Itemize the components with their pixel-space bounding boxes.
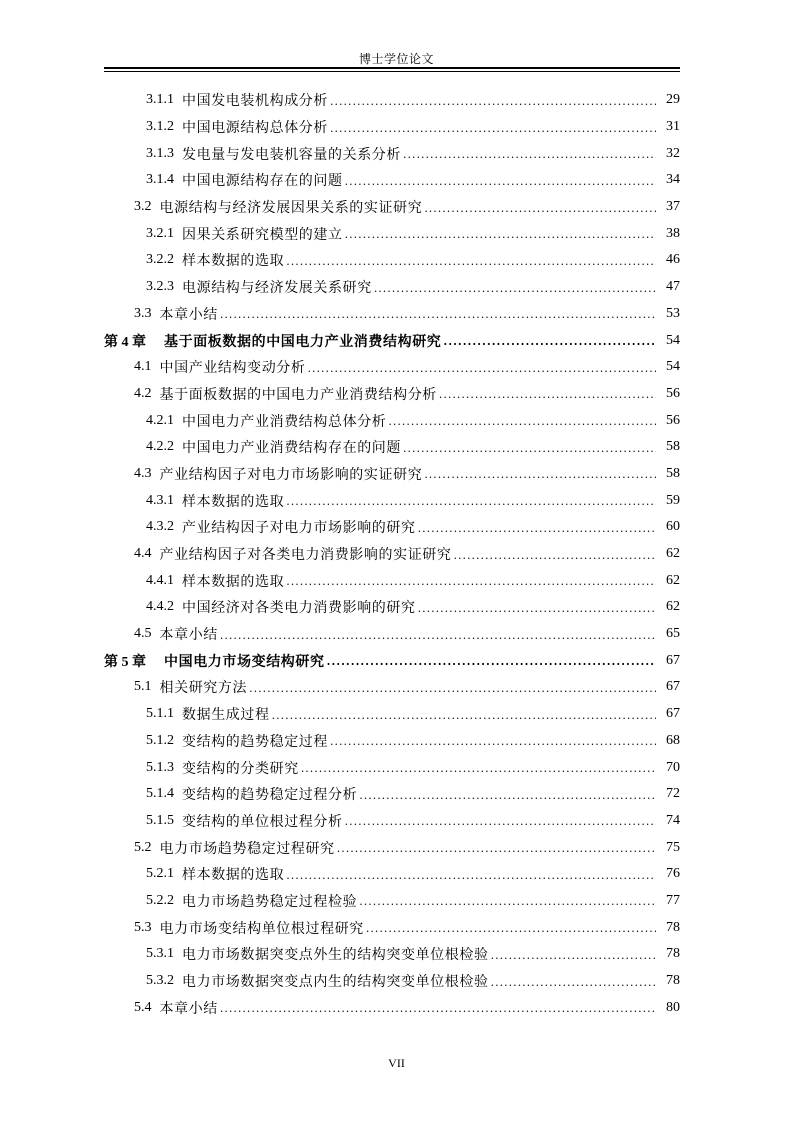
toc-dot-leader [330,735,656,748]
toc-entry-title: 中国电力市场变结构研究 [164,653,325,670]
toc-entry-number: 3.1.3 [146,145,174,161]
toc-entry[interactable] [104,834,693,861]
toc-entry-page: 78 [666,946,680,962]
toc-entry-number: 4.5 [134,626,152,642]
toc-entry-page: 62 [666,546,680,562]
toc-entry-title: 电力市场数据突变点外生的结构突变单位根检验 [182,947,489,964]
toc-entry-number: 第 5 章 [104,654,146,670]
toc-entry-page: 67 [666,706,680,722]
toc-entry[interactable] [104,567,693,594]
toc-dot-leader [301,762,656,775]
toc-entry[interactable] [104,140,693,167]
toc-entry-number: 3.1.4 [146,172,174,188]
toc-dot-leader [337,842,656,855]
toc-entry-page: 53 [666,305,680,321]
toc-entry-title: 产业结构因子对各类电力消费影响的实证研究 [159,547,452,564]
toc-dot-leader [345,228,656,241]
toc-entry-number: 4.4.1 [146,572,174,588]
toc-dot-leader [308,362,657,375]
toc-entry-number: 4.2.1 [146,412,174,428]
toc-entry-title: 变结构的趋势稳定过程 [182,733,328,750]
toc-entry[interactable] [104,968,693,995]
toc-entry-number: 4.3.1 [146,492,174,508]
toc-entry[interactable] [104,888,693,915]
toc-entry-page: 56 [666,412,680,428]
toc-entry[interactable] [104,541,693,568]
toc-entry-title: 电源结构与经济发展关系研究 [182,280,372,297]
toc-entry[interactable] [104,941,693,968]
toc-entry-page: 74 [666,812,680,828]
toc-entry-page: 72 [666,786,680,802]
toc-entry-number: 4.1 [134,359,152,375]
toc-entry-page: 37 [666,199,680,215]
toc-dot-leader [345,175,656,188]
toc-entry-number: 4.2 [134,385,152,401]
toc-dot-leader [330,122,656,135]
toc-entry[interactable] [104,487,693,514]
toc-entry-title: 中国产业结构变动分析 [159,360,306,377]
toc-entry-number: 5.1.1 [146,706,174,722]
toc-dot-leader [286,255,656,268]
toc-entry-page: 80 [666,999,680,1015]
page-header-title: 博士学位论文 [358,52,434,66]
toc-entry-page: 38 [666,225,680,241]
toc-entry-page: 54 [666,332,680,348]
toc-entry-number: 5.2 [134,839,152,855]
toc-entry-number: 5.2.1 [146,866,174,882]
toc-entry[interactable] [104,647,693,674]
toc-entry-title: 电力市场数据突变点内生的结构突变单位根检验 [182,974,489,991]
toc-dot-leader [366,922,656,935]
toc-dot-leader [374,282,656,295]
toc-dot-leader [359,789,656,802]
toc-entry-number: 3.2.1 [146,225,174,241]
toc-entry-number: 5.1 [134,679,152,695]
toc-entry[interactable] [104,87,693,114]
toc-entry-number: 4.2.2 [146,439,174,455]
toc-entry-title: 产业结构因子对电力市场影响的实证研究 [159,466,423,483]
header-rule-thick [104,67,680,69]
toc-dot-leader [286,495,656,508]
toc-entry-page: 56 [666,385,680,401]
toc-entry-title: 变结构的趋势稳定过程分析 [182,787,358,804]
toc-entry[interactable] [104,327,693,354]
toc-entry-number: 4.4.2 [146,599,174,615]
toc-entry-title: 中国经济对各类电力消费影响的研究 [182,600,416,617]
toc-entry[interactable] [104,514,693,541]
toc-entry-title: 本章小结 [159,306,218,323]
toc-dot-leader [403,442,656,455]
toc-entry-title: 中国电源结构总体分析 [182,120,328,137]
toc-dot-leader [439,388,656,401]
toc-entry-title: 样本数据的选取 [182,493,285,510]
toc-entry-page: 67 [666,679,680,695]
toc-entry-title: 相关研究方法 [159,680,248,697]
toc-entry-page: 31 [666,119,680,135]
page-number: VII [388,1056,405,1070]
toc-entry-title: 发电量与发电装机容量的关系分析 [182,146,401,163]
toc-entry-title: 因果关系研究模型的建立 [182,226,343,243]
toc-entry-page: 60 [666,519,680,535]
toc-entry-page: 65 [666,626,680,642]
toc-entry[interactable] [104,594,693,621]
toc-dot-leader [388,415,656,428]
toc-entry-page: 32 [666,145,680,161]
toc-entry-page: 58 [666,465,680,481]
toc-entry-title: 中国电源结构存在的问题 [182,173,343,190]
toc-entry-title: 电源结构与经济发展因果关系的实证研究 [159,200,423,217]
toc-dot-leader [491,976,656,989]
toc-entry[interactable] [104,381,693,408]
toc-entry-title: 数据生成过程 [182,707,270,724]
toc-entry[interactable] [104,674,693,701]
toc-entry-title: 本章小结 [159,627,218,644]
toc-entry[interactable] [104,194,693,221]
toc-dot-leader [272,709,656,722]
toc-entry[interactable] [104,461,693,488]
toc-entry[interactable] [104,434,693,461]
toc-entry-page: 46 [666,252,680,268]
header-rule-thin [104,71,680,72]
toc-entry-number: 3.2 [134,199,152,215]
toc-entry-page: 47 [666,279,680,295]
toc-dot-leader [220,629,656,642]
toc-entry[interactable] [104,754,693,781]
toc-dot-leader [330,95,656,108]
toc-dot-leader [454,549,657,562]
toc-entry[interactable] [104,354,693,381]
toc-entry[interactable] [104,407,693,434]
toc-entry-title: 本章小结 [159,1000,218,1017]
toc-entry-number: 4.4 [134,546,152,562]
toc-entry-title: 中国发电装机构成分析 [182,93,328,110]
toc-dot-leader [418,602,656,615]
toc-entry-page: 54 [666,359,680,375]
toc-dot-leader [220,308,656,321]
toc-entry-number: 4.3.2 [146,519,174,535]
toc-dot-leader [403,148,656,161]
toc-entry-number: 5.3.2 [146,973,174,989]
toc-entry-title: 中国电力产业消费结构总体分析 [182,413,387,430]
toc-dot-leader [220,1002,656,1015]
toc-entry-page: 29 [666,92,680,108]
toc-entry-number: 5.1.3 [146,759,174,775]
toc-entry-number: 5.1.4 [146,786,174,802]
toc-entry-page: 78 [666,919,680,935]
toc-dot-leader [491,949,656,962]
toc-entry-page: 77 [666,892,680,908]
toc-entry[interactable] [104,701,693,728]
toc-entry-page: 62 [666,599,680,615]
toc-dot-leader [249,682,656,695]
toc-entry-title: 变结构的分类研究 [182,760,299,777]
toc-entry-title: 基于面板数据的中国电力产业消费结构研究 [164,333,442,350]
toc-entry-number: 3.2.3 [146,279,174,295]
toc-entry[interactable] [104,167,693,194]
toc-entry-page: 62 [666,572,680,588]
toc-entry-number: 4.3 [134,465,152,481]
toc-entry[interactable] [104,274,693,301]
toc-entry-title: 中国电力产业消费结构存在的问题 [182,440,401,457]
toc-entry[interactable] [104,621,693,648]
toc-entry-page: 58 [666,439,680,455]
toc-entry-number: 5.1.2 [146,732,174,748]
toc-entry-page: 67 [666,652,680,668]
toc-entry-number: 3.3 [134,305,152,321]
toc-entry-title: 电力市场变结构单位根过程研究 [159,920,364,937]
toc-entry-page: 76 [666,866,680,882]
toc-entry-number: 5.3.1 [146,946,174,962]
toc-entry-title: 电力市场趋势稳定过程检验 [182,893,358,910]
toc-dot-leader [443,335,656,348]
toc-entry[interactable] [104,861,693,888]
toc-entry-title: 基于面板数据的中国电力产业消费结构分析 [159,386,437,403]
toc-entry-title: 产业结构因子对电力市场影响的研究 [182,520,416,537]
toc-entry-number: 3.2.2 [146,252,174,268]
toc-entry[interactable] [104,301,693,328]
toc-entry[interactable] [104,994,693,1021]
toc-dot-leader [286,575,656,588]
toc-entry[interactable] [104,808,693,835]
toc-entry-number: 5.2.2 [146,892,174,908]
toc-entry-page: 68 [666,732,680,748]
toc-entry-title: 样本数据的选取 [182,573,285,590]
toc-entry-number: 5.4 [134,999,152,1015]
toc-entry[interactable] [104,781,693,808]
toc-entry-number: 3.1.2 [146,119,174,135]
toc-dot-leader [327,655,656,668]
toc-entry-page: 59 [666,492,680,508]
toc-entry[interactable] [104,247,693,274]
toc-dot-leader [418,522,656,535]
toc-entry-number: 第 4 章 [104,334,146,350]
toc-entry-page: 70 [666,759,680,775]
toc-entry-number: 5.1.5 [146,812,174,828]
toc-entry-title: 样本数据的选取 [182,867,285,884]
toc-entry[interactable] [104,220,693,247]
toc-dot-leader [359,895,656,908]
toc-entry-number: 3.1.1 [146,92,174,108]
toc-entry-page: 34 [666,172,680,188]
toc-entry-title: 变结构的单位根过程分析 [182,813,343,830]
toc-dot-leader [345,815,656,828]
toc-entry[interactable] [104,914,693,941]
toc-entry-page: 75 [666,839,680,855]
table-of-contents [104,87,693,1021]
toc-entry-title: 电力市场趋势稳定过程研究 [159,840,335,857]
toc-entry[interactable] [104,728,693,755]
toc-dot-leader [424,202,656,215]
toc-entry-page: 78 [666,973,680,989]
toc-entry[interactable] [104,114,693,141]
toc-dot-leader [424,468,656,481]
toc-entry-number: 5.3 [134,919,152,935]
toc-entry-title: 样本数据的选取 [182,253,285,270]
toc-dot-leader [286,869,656,882]
